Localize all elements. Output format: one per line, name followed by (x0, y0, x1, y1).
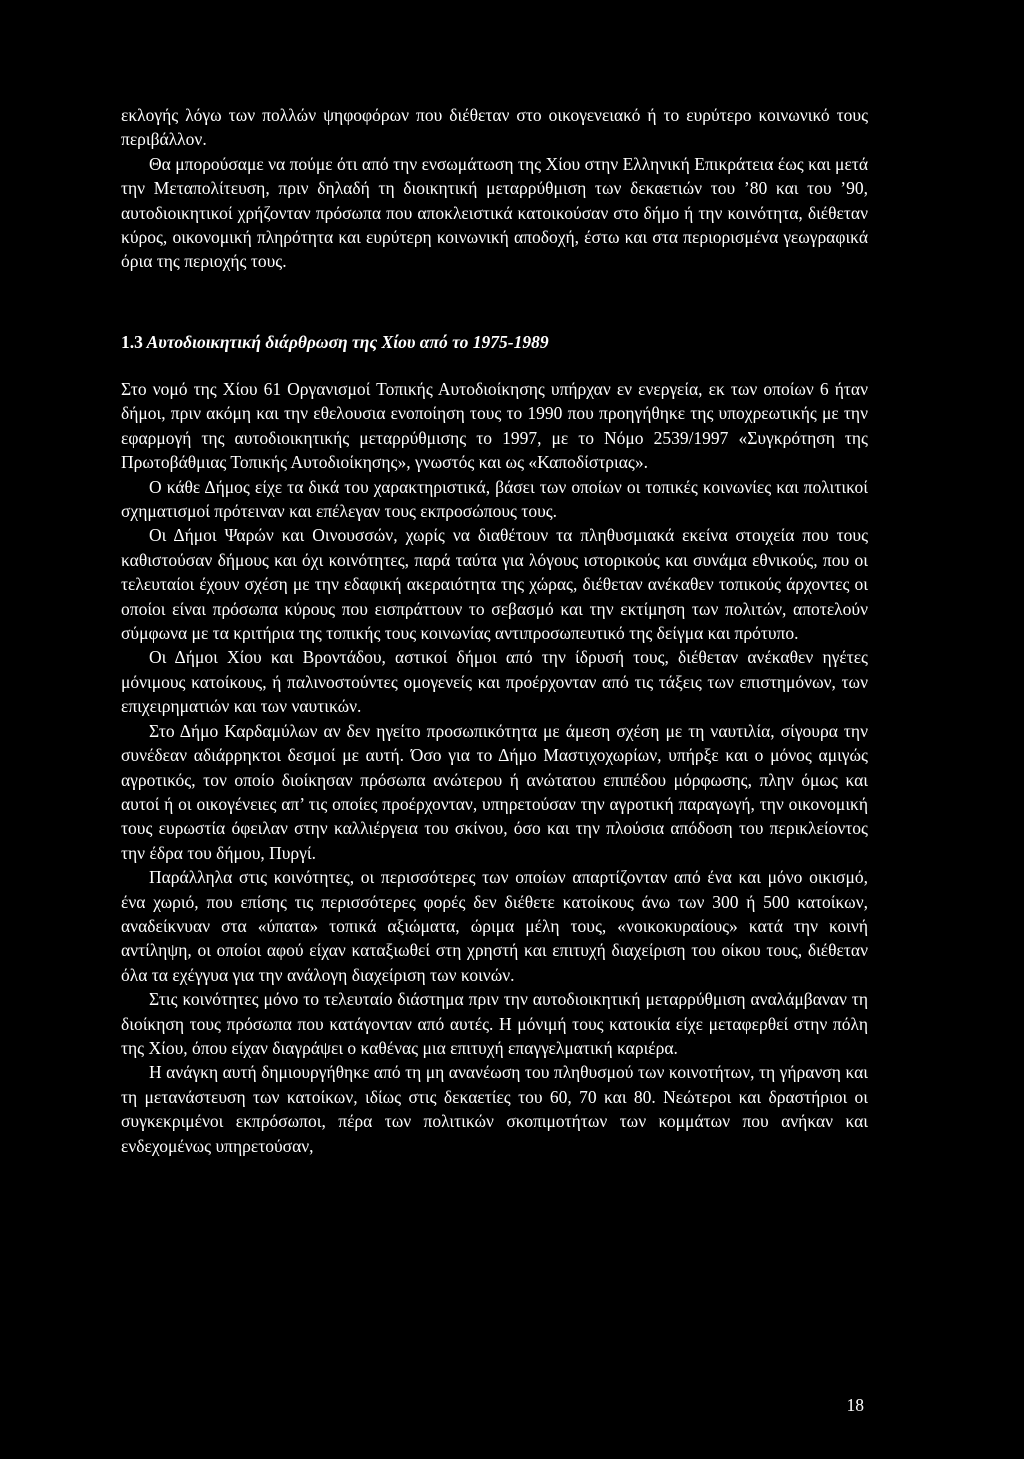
section-heading (121, 330, 868, 354)
page-number: 18 (846, 1395, 864, 1415)
intro-text (121, 103, 868, 274)
paragraph: Θα μπορούσαμε να πούμε ότι από την ενσωμάτωση της Χίου στην Ελληνική Επικράτεια έως και μετά την Μεταπολίτευση, πριν δηλαδή τη διοικητική μεταρρύθμιση των δεκαετιών του ’80 και του ’90, αυτοδιοικητικοί χρήζονταν πρόσωπα που αποκλειστικά κατοικούσαν στο δήμο ή την κοινότητα, διέθεταν κύρος, οικονομική πληρότητα και ευρύτερη κοινωνική αποδοχή, έστω και στα περιορισμένα γεωγραφικά όρια της περιοχής τους. (121, 153, 868, 272)
paragraph: Στο Δήμο Καρδαμύλων αν δεν ηγείτο προσωπικότητα με άμεση σχέση με τη ναυτιλία, σίγουρα την συνέδεαν αδιάρρηκτοι δεσμοί με αυτή. Όσο για το Δήμο Μαστιχοχωρίων, υπήρξε και ο μόνος αμιγώς αγροτικός, τον οποίο διοίκησαν πρόσωπα ανώτερου ή ανώτατου επιπέδου μόρφωσης, πλην όμως και αυτοί ή οι οικογένειες απ’ τις οποίες προέρχονταν, υπηρετούσαν την αγροτική παραγωγή, την οικονομική τους ευρωστία όφειλαν στην καλλιέργεια του σκίνου, όσο και την πλούσια απόδοση του περικλείοντος την έδρα του δήμου, Πυργί. (121, 720, 868, 863)
paragraph: Ο κάθε Δήμος είχε τα δικά του χαρακτηριστικά, βάσει των οποίων οι τοπικές κοινωνίες και πολιτικοί σχηματισμοί πρότειναν και επέλεγαν τους εκπροσώπους τους. (121, 476, 868, 522)
paragraph: Η ανάγκη αυτή δημιουργήθηκε από τη μη ανανέωση του πληθυσμού των κοινοτήτων, τη γήρανση και τη μετανάστευση των κατοίκων, ιδίως στις δεκαετίες του 60, 70 και 80. Νεώτεροι και δραστήριοι οι συγκεκριμένοι εκπρόσωποι, πέρα των πολιτικών σκοπιμοτήτων των κομμάτων που ανήκαν και ενδεχομένως υπηρετούσαν, (121, 1062, 868, 1156)
paragraph: Στο νομό της Χίου 61 Οργανισμοί Τοπικής Αυτοδιοίκησης υπήρχαν εν ενεργεία, εκ των οποίων 6 ήταν δήμοι, πριν ακόμη και την εθελουσια ενοποίηση τους το 1990 που προηγήθηκε της υποχρεωτικής με την εφαρμογή της αυτοδιοικητικής μεταρρύθμισης το 1997, με το Νόμο 2539/1997 «Συγκρότηση της Πρωτοβάθμιας Τοπικής Αυτοδιοίκησης», γνωστός και ως «Καποδίστριας». (121, 379, 868, 473)
section-body (121, 377, 868, 1158)
paragraph-continuation: εκλογής λόγω των πολλών ψηφοφόρων που διέθεταν στο οικογενειακό ή το ευρύτερο κοινωνικό τους περιβάλλον. (121, 105, 868, 150)
paragraph: Στις κοινότητες μόνο το τελευταίο διάστημα πριν την αυτοδιοικητική μεταρρύθμιση αναλάμβαναν τη διοίκηση τους πρόσωπα που κατάγονταν από αυτές. Η μόνιμή τους κατοικία είχε μεταφερθεί στην πόλη της Χίου, όπου είχαν διαγράψει ο καθένας μια επιτυχή επαγγελματική καριέρα. (121, 989, 868, 1058)
section-number: 1.3 (121, 332, 143, 352)
paragraph: Οι Δήμοι Ψαρών και Οινουσσών, χωρίς να διαθέτουν τα πληθυσμιακά εκείνα στοιχεία που τους καθιστούσαν δήμους και όχι κοινότητες, παρά ταύτα για λόγους ιστορικούς και συνάμα εθνικούς, που οι τελευταίοι έχουν σχέση με την εδαφική ακεραιότητα της χώρας, διέθεταν ανέκαθεν τοπικούς άρχοντες οι οποίοι είναι πρόσωπα κύρους που εισπράττουν το σεβασμό και την εκτίμηση των πολιτών, αποτελούν σύμφωνα με τα κριτήρια της τοπικής τους κοινωνίας αντιπροσωπευτικό της δείγμα και πρότυπο. (121, 525, 868, 644)
section-title: Αυτοδιοικητική διάρθρωση της Χίου από το 1975-1989 (146, 332, 549, 352)
paragraph: Παράλληλα στις κοινότητες, οι περισσότερες των οποίων απαρτίζονταν από ένα και μόνο οικισμό, ένα χωριό, που επίσης τις περισσότερες φορές δεν διέθετε κατοίκους άνω των 300 ή 500 κατοίκων, αναδείκνυαν στα «ύπατα» τοπικά αξιώματα, ώριμα μέλη τους, «νοικοκυραίους» κατά την κοινή αντίληψη, οι οποίοι αφού είχαν καταξιωθεί στη χρηστή και επιτυχή διαχείριση του οίκου τους, διέθεταν όλα τα εχέγγυα για την ανάλογη διαχείριση των κοινών. (121, 867, 868, 985)
paragraph: Οι Δήμοι Χίου και Βροντάδου, αστικοί δήμοι από την ίδρυσή τους, διέθεταν ανέκαθεν ηγέτες μόνιμους κατοίκους, ή παλινοστούντες ομογενείς και προέρχονταν από τις τάξεις των επιστημόνων, των επιχειρηματιών και των ναυτικών. (121, 647, 868, 717)
